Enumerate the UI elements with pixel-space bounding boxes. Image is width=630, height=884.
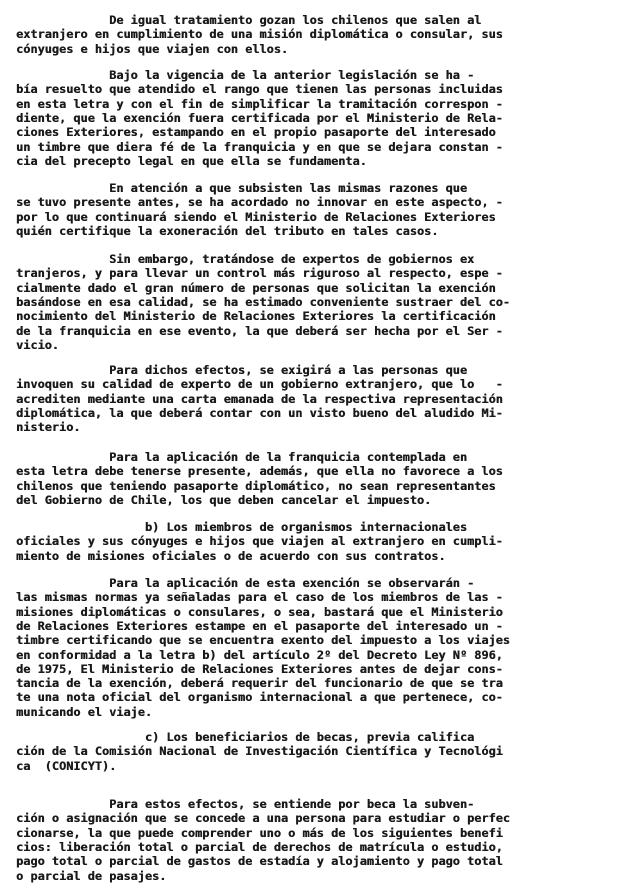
text-line: extranjero en cumplimiento de una misión diplomática o consular, sus [16, 27, 503, 42]
text-line: ción de la Comisión Nacional de Investigación Científica y Tecnológi [16, 744, 503, 759]
text-line: cialmente dado el gran número de personas que solicitan la exención [16, 280, 496, 295]
text-line: nisterio. [16, 420, 81, 435]
text-line: en esta letra y con el fin de simplificar la tramitación correspon - [16, 96, 503, 111]
text-line: un timbre que diera fé de la franquicia y en que se dejara constan - [16, 139, 503, 154]
text-line: pago total o parcial de gastos de estadía y alojamiento y pago total [16, 854, 503, 869]
text-line: misiones diplomáticas o consulares, o sea, bastará que el Ministerio [16, 604, 503, 619]
text-line: chilenos que teniendo pasaporte diplomático, no sean representantes [16, 478, 496, 493]
text-line: en conformidad a la letra b) del artículo 2º del Decreto Ley Nº 896, [16, 647, 503, 662]
text-line: las mismas normas ya señaladas para el caso de los miembros de las - [16, 590, 503, 605]
text-line: del Gobierno de Chile, los que deben cancelar el impuesto. [16, 492, 432, 507]
text-line: acrediten mediante una carta emanada de la respectiva representación [16, 391, 503, 406]
text-line: municando el viaje. [16, 704, 153, 719]
text-line: Para la aplicación de la franquicia contemplada en [16, 450, 468, 464]
text-line: ciones Exteriores, estampando en el propio pasaporte del interesado [16, 125, 496, 140]
text-line: cionarse, la que puede comprender uno o más de los siguientes benefi [16, 825, 503, 840]
text-line: Para estos efectos, se entiende por beca la subven- [16, 797, 475, 811]
text-line: Sin embargo, tratándose de expertos de gobiernos ex [16, 252, 475, 266]
text-line: De igual tratamiento gozan los chilenos que salen al [16, 13, 482, 27]
text-line: timbre certificando que se encuentra exento del impuesto a los viajes [16, 633, 510, 648]
text-line: por lo que continuará siendo el Ministerio de Relaciones Exteriores [16, 209, 496, 224]
text-line: b) Los miembros de organismos internacionales [16, 520, 468, 534]
text-line: esta letra debe tenerse presente, además, que ella no favorece a los [16, 464, 503, 479]
text-line: c) Los beneficiarios de becas, previa califica [16, 730, 475, 744]
text-line: cia del precepto legal en que ella se fundamenta. [16, 153, 367, 168]
text-line: de la franquicia en ese evento, la que deberá ser hecha por el Ser - [16, 323, 503, 338]
text-line: bía resuelto que atendido el rango que tienen las personas incluidas [16, 82, 503, 97]
text-line: de 1975, El Ministerio de Relaciones Exteriores antes de dejar cons- [16, 661, 503, 676]
text-line: vicio. [16, 337, 59, 352]
text-line: te una nota oficial del organismo internacional a que pertenece, co- [16, 690, 503, 705]
text-line: Bajo la vigencia de la anterior legislación se ha - [16, 68, 475, 82]
text-line: nocimiento del Ministerio de Relaciones Exteriores la certificación [16, 309, 496, 324]
text-line: diente, que la exención fuera certificada por el Ministerio de Rela- [16, 110, 503, 125]
text-line: tranjeros, y para llevar un control más riguroso al respecto, espe - [16, 266, 503, 281]
text-line: En atención a que subsisten las mismas razones que [16, 181, 468, 195]
text-line: de Relaciones Exteriores estampe en el pasaporte del interesado un - [16, 618, 503, 633]
text-line: o parcial de pasajes. [16, 868, 167, 883]
text-line: cónyuges e hijos que viajen con ellos. [16, 41, 289, 56]
text-line: cios: liberación total o parcial de derechos de matrícula o estudio, [16, 839, 503, 854]
text-line: diplomática, la que deberá contar con un visto bueno del aludido Mi- [16, 405, 503, 420]
text-line: oficiales y sus cónyuges e hijos que viajen al extranjero en cumpli- [16, 534, 503, 549]
text-line: invoquen su calidad de experto de un gobierno extranjero, que lo - [16, 377, 503, 392]
text-line: Para dichos efectos, se exigirá a las personas que [16, 363, 468, 377]
text-line: se tuvo presente antes, se ha acordado no innovar en este aspecto, - [16, 195, 503, 210]
text-line: basándose en esa calidad, se ha estimado conveniente sustraer del co- [16, 294, 510, 309]
text-line: tancia de la exención, deberá requerir del funcionario de que se tra [16, 676, 503, 691]
text-line: miento de misiones oficiales o de acuerdo con sus contratos. [16, 548, 446, 563]
text-line: ción o asignación que se concede a una persona para estudiar o perfec [16, 811, 510, 826]
text-line: Para la aplicación de esta exención se observarán - [16, 576, 475, 590]
text-line: ca (CONICYT). [16, 758, 117, 773]
text-line: quién certifique la exoneración del tributo en tales casos. [16, 223, 439, 238]
